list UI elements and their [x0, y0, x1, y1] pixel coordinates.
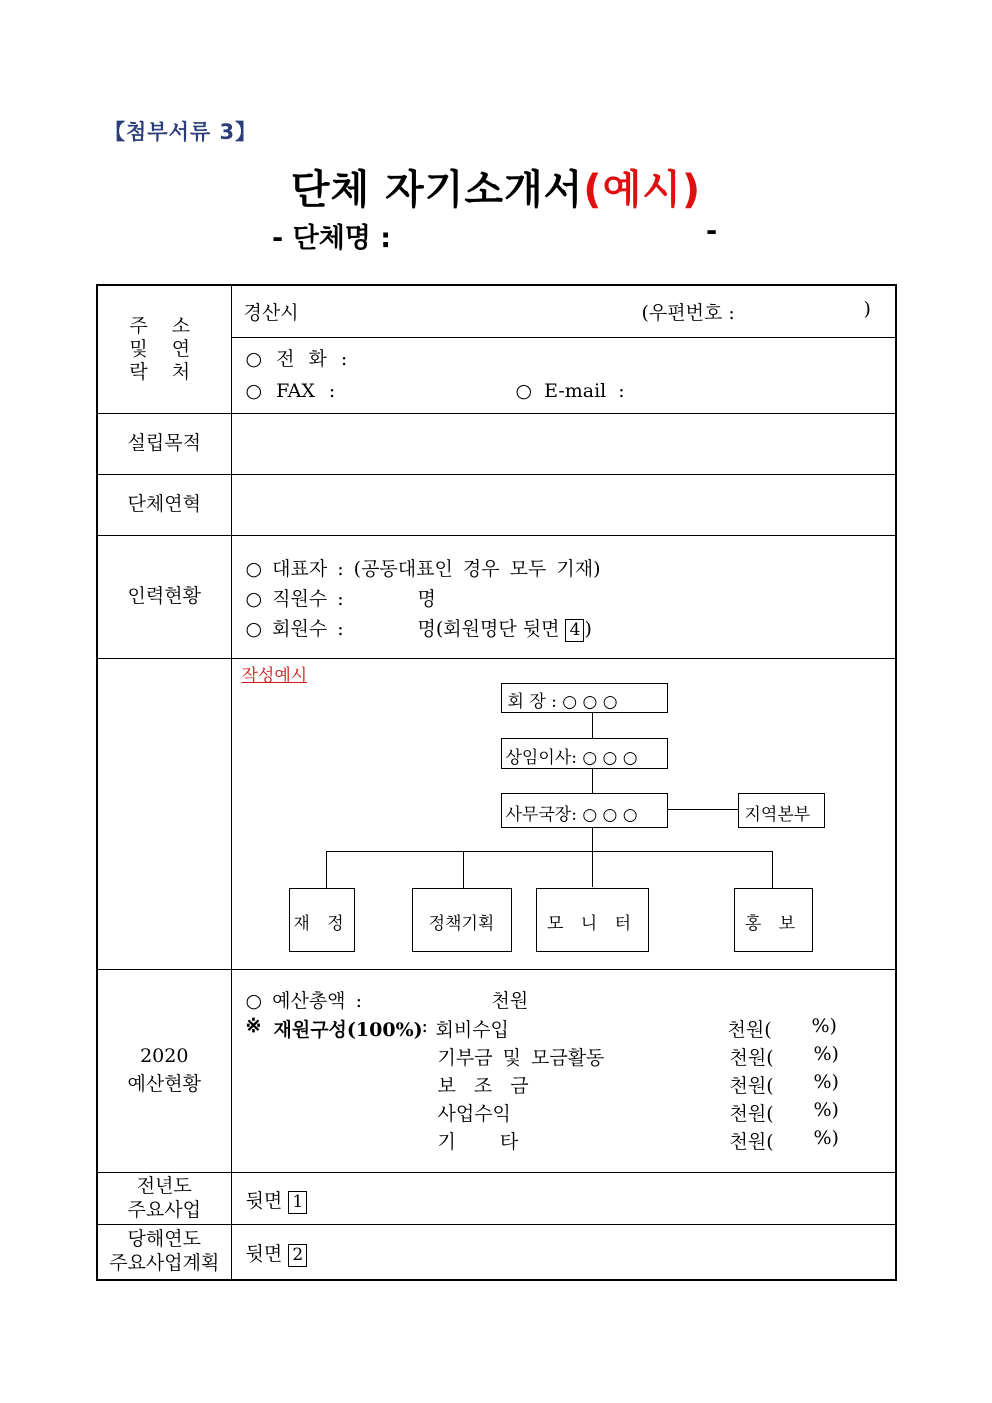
budget-item-name: 회비수입 — [435, 1019, 509, 1041]
this-year-box-number: 2 — [288, 1244, 307, 1267]
budget-item-name: 기 타 — [437, 1131, 519, 1153]
postal-close: ) — [863, 298, 871, 320]
connector-line — [326, 851, 772, 852]
connector-line — [592, 713, 593, 738]
purpose-cell[interactable] — [231, 414, 896, 475]
org-chart-label — [97, 659, 231, 970]
budget-item-name: 사업수익 — [437, 1103, 511, 1125]
budget-item-unit: 천원( — [729, 1047, 774, 1069]
budget-item-name: 기부금 및 모금활동 — [437, 1047, 605, 1069]
phone-label: ○ 전 화 : — [245, 348, 352, 370]
members-box-number: 4 — [565, 619, 584, 642]
composition-label: 재원구성(100%) — [273, 1019, 423, 1041]
employees-text: ○ 직원수 : — [245, 588, 344, 610]
budget-item-name: 보 조 금 — [437, 1075, 535, 1097]
budget-label — [97, 970, 231, 1173]
history-label: 단체연혁 — [97, 475, 231, 536]
budget-item-unit: 천원( — [729, 1131, 774, 1153]
budget-year: 2020 — [140, 1045, 189, 1068]
connector-line — [668, 809, 738, 810]
members-unit: 명(회원명단 뒷면 4 ) — [417, 618, 592, 640]
department-box: 모 니 터 — [536, 888, 649, 952]
connector-line — [326, 851, 327, 888]
connector-line — [772, 851, 773, 888]
page-title — [0, 158, 992, 215]
president-box: 회 장 : ○ ○ ○ — [501, 683, 668, 713]
budget-item-unit: 천원( — [727, 1019, 772, 1041]
connector-line — [463, 851, 464, 888]
budget-title: 예산현황 — [127, 1073, 201, 1095]
budget-item-unit: 천원( — [729, 1075, 774, 1097]
representative-text: ○ 대표자 : (공동대표인 경우 모두 기재) — [245, 558, 601, 580]
prev-year-cell[interactable] — [231, 1173, 896, 1225]
org-name-label: - 단체명 : — [272, 223, 392, 254]
self-introduction-form — [96, 284, 897, 1281]
attachment-label: 【첨부서류 3】 — [104, 120, 258, 144]
budget-item-pct: %) — [813, 1043, 839, 1065]
department-box: 재 정 — [289, 888, 355, 952]
secretary-box: 사무국장: ○ ○ ○ — [501, 793, 668, 828]
budget-item-pct: %) — [813, 1099, 839, 1121]
budget-total-unit: 천원 — [491, 990, 529, 1012]
address-label: 주 소 및 연 락 처 — [97, 285, 231, 414]
org-chart-cell — [231, 659, 896, 970]
prev-year-text: 뒷면 1 — [246, 1186, 308, 1214]
budget-item-pct: %) — [813, 1127, 839, 1149]
this-year-text: 뒷면 2 — [246, 1239, 308, 1267]
org-name-end: - — [706, 216, 718, 247]
purpose-label: 설립목적 — [97, 414, 231, 475]
history-cell[interactable] — [231, 475, 896, 536]
email-label: ○ E-mail : — [515, 380, 625, 402]
contact-cell[interactable] — [231, 338, 896, 414]
title-example: (예시) — [583, 167, 702, 213]
staff-cell[interactable] — [231, 536, 896, 659]
regional-box: 지역본부 — [738, 793, 825, 828]
budget-item-pct: %) — [811, 1015, 837, 1037]
members-text: ○ 회원수 : — [245, 618, 344, 640]
prev-year-box-number: 1 — [288, 1191, 307, 1214]
budget-cell[interactable] — [231, 970, 896, 1173]
this-year-label: 당해연도 주요사업계획 — [97, 1225, 231, 1281]
composition-colon: : — [421, 1015, 428, 1037]
department-box: 홍 보 — [734, 888, 813, 952]
org-chart — [232, 659, 896, 969]
composition-mark: ※ — [245, 1015, 262, 1037]
address-city: 경산시 — [243, 302, 299, 324]
prev-year-label: 전년도 주요사업 — [97, 1173, 231, 1225]
connector-line — [592, 769, 593, 794]
director-box: 상임이사: ○ ○ ○ — [501, 738, 668, 769]
postal-label: (우편번호 : — [641, 302, 735, 324]
employees-unit: 명 — [417, 588, 436, 610]
staff-label: 인력현황 — [97, 536, 231, 659]
title-main: 단체 자기소개서 — [290, 167, 584, 213]
fax-label: ○ FAX : — [245, 380, 336, 402]
budget-item-unit: 천원( — [729, 1103, 774, 1125]
department-box: 정책기획 — [412, 888, 512, 952]
budget-total-text: ○ 예산총액 : — [245, 990, 362, 1012]
this-year-cell[interactable] — [231, 1225, 896, 1281]
budget-item-pct: %) — [813, 1071, 839, 1093]
example-label: 작성예시 — [241, 666, 308, 686]
address-cell[interactable] — [231, 285, 896, 338]
connector-line — [592, 828, 593, 887]
